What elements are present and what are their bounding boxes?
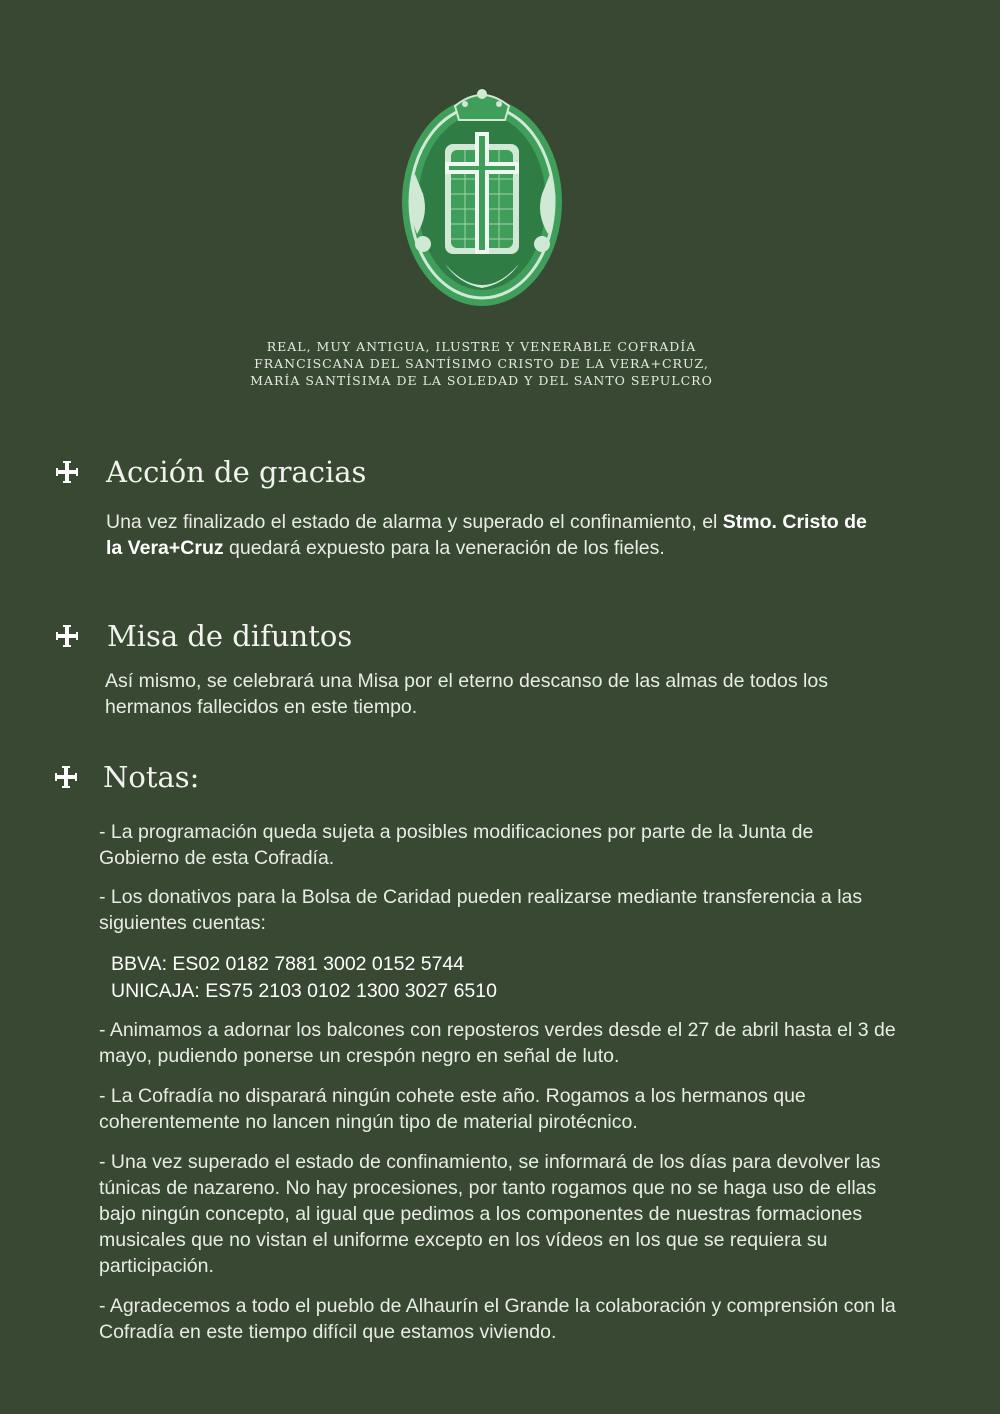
bank-account: UNICAJA: ES75 2103 0102 1300 3027 6510 [111, 980, 497, 1002]
note-item: - Los donativos para la Bolsa de Caridad pueden realizarse mediante transferencia a las siguientes cuentas: [99, 886, 863, 934]
section-title: Misa de difuntos [107, 619, 353, 653]
coat-of-arms-icon [395, 84, 570, 309]
section-accion-text: Una vez finalizado el estado de alarma y superado el confinamiento, el Stmo. Cristo de la Vera+Cruz quedará expuesto para la veneración de los fieles. [106, 511, 867, 559]
cross-icon [56, 461, 78, 483]
brotherhood-line: FRANCISCANA DEL SANTÍSIMO CRISTO DE LA VERA+CRUZ, [254, 356, 709, 371]
brotherhood-line: REAL, MUY ANTIGUA, ILUSTRE Y VENERABLE COFRADÍA [266, 339, 697, 354]
brotherhood-line: MARÍA SANTÍSIMA DE LA SOLEDAD Y DEL SANTO SEPULCRO [250, 373, 713, 388]
note-item: - Animamos a adornar los balcones con reposteros verdes desde el 27 de abril hasta el 3 de mayo, pudiendo ponerse un crespón negro en señal de luto. [99, 1019, 896, 1067]
section-title: Acción de gracias [106, 455, 367, 489]
note-item: - La programación queda sujeta a posibles modificaciones por parte de la Junta de Gobierno de esta Cofradía. [99, 821, 814, 869]
section-title: Notas: [103, 760, 200, 794]
section-misa-text: Así mismo, se celebrará una Misa por el eterno descanso de las almas de todos los hermanos fallecidos en este tiempo. [105, 670, 828, 718]
bank-accounts [111, 951, 497, 1005]
bold-text: Stmo. Cristo de la Vera+Cruz [106, 511, 867, 559]
cross-icon [55, 766, 77, 788]
note-item: - La Cofradía no disparará ningún cohete este año. Rogamos a los hermanos que coherentemente no lancen ningún tipo de material pirotécnico. [99, 1085, 806, 1133]
note-item: - Agradecemos a todo el pueblo de Alhaurín el Grande la colaboración y comprensión con la Cofradía en este tiempo difícil que estamos viviendo. [99, 1295, 896, 1343]
brotherhood-name [0, 338, 963, 389]
note-item: - Una vez superado el estado de confinamiento, se informará de los días para devolver las túnicas de nazareno. No hay procesiones, por tanto rogamos que no se haga uso de ellas bajo ningún concepto, al igual que pedimos a los componentes de nuestras formaciones musicales que no vistan el uniforme excepto en los vídeos en los que se requiera su participación. [99, 1151, 881, 1277]
cross-icon [56, 625, 78, 647]
bank-account: BBVA: ES02 0182 7881 3002 0152 5744 [111, 953, 465, 975]
